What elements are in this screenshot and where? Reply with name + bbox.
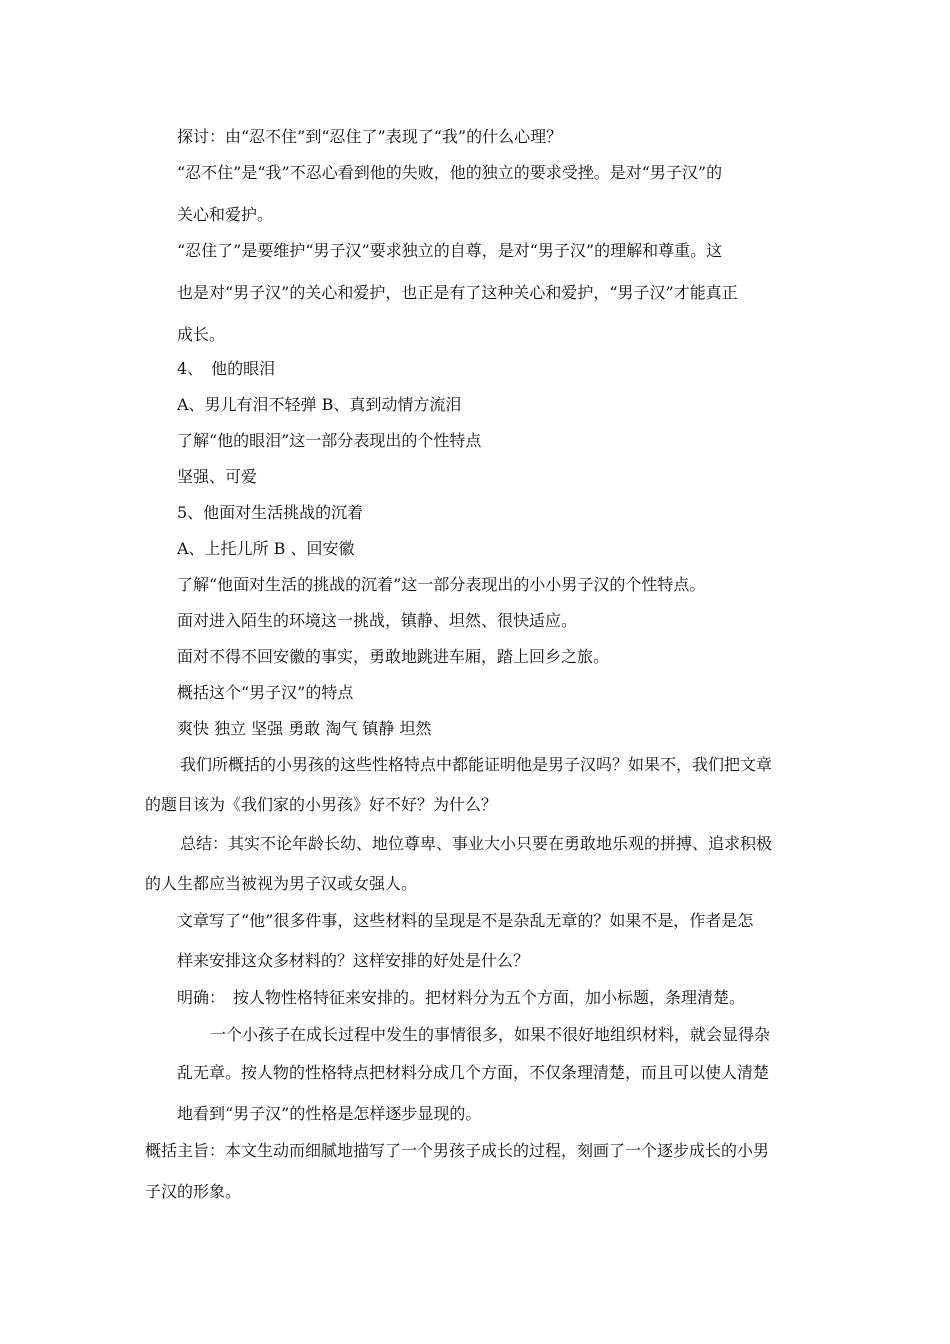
text-line: 的人生都应当被视为男子汉或女强人。 [145, 874, 418, 893]
text-line: 我们所概括的小男孩的这些性格特点中都能证明他是男子汉吗？如果不，我们把文章 [180, 755, 773, 774]
text-line: 样来安排这众多材料的？这样安排的好处是什么？ [177, 951, 530, 970]
text-line: 面对进入陌生的环境这一挑战，镇静、坦然、很快适应。 [177, 611, 578, 630]
text-line: A、男儿有泪不轻弹 B、真到动情方流泪 [177, 395, 462, 414]
text-line: 概括主旨：本文生动而细腻地描写了一个男孩子成长的过程，刻画了一个逐步成长的小男 [145, 1141, 770, 1160]
text-line: 也是对“男子汉”的关心和爱护，也正是有了这种关心和爱护，“男子汉”才能真正 [177, 283, 738, 302]
text-line: 总结：其实不论年龄长幼、地位尊卑、事业大小只要在勇敢地乐观的拼搏、追求积极 [180, 834, 773, 853]
text-line: 乱无章。按人物的性格特点把材料分成几个方面，不仅条理清楚，而且可以使人清楚 [177, 1063, 770, 1082]
text-line: 明确： 按人物性格特征来安排的。把材料分为五个方面，加小标题，条理清楚。 [177, 988, 746, 1007]
text-line: 概括这个“男子汉”的特点 [177, 683, 354, 702]
text-line: 了解“他的眼泪”这一部分表现出的个性特点 [177, 431, 482, 450]
text-line: 爽快 独立 坚强 勇敢 淘气 镇静 坦然 [177, 719, 432, 738]
text-line: 关心和爱护。 [177, 205, 274, 224]
text-line: A、上托儿所 B 、回安徽 [177, 539, 355, 558]
text-line: 4、 他的眼泪 [177, 359, 276, 378]
text-line: 一个小孩子在成长过程中发生的事情很多，如果不很好地组织材料，就会显得杂 [210, 1025, 771, 1044]
text-line: 的题目该为《我们家的小男孩》好不好？为什么？ [145, 795, 498, 814]
text-line: 地看到“男子汉”的性格是怎样逐步显现的。 [177, 1104, 482, 1123]
text-line: “忍不住”是“我”不忍心看到他的失败，他的独立的要求受挫。是对“男子汉”的 [177, 163, 723, 182]
text-line: 探讨：由“忍不住”到“忍住了”表现了“我”的什么心理？ [177, 127, 563, 146]
text-line: 5、他面对生活挑战的沉着 [177, 503, 364, 522]
text-line: “忍住了”是要维护“男子汉”要求独立的自尊，是对“男子汉”的理解和尊重。这 [177, 241, 723, 260]
text-line: 子汉的形象。 [145, 1182, 242, 1201]
text-line: 成长。 [177, 325, 226, 344]
text-line: 文章写了“他”很多件事，这些材料的呈现是不是杂乱无章的？如果不是，作者是怎 [177, 911, 754, 930]
text-line: 坚强、可爱 [177, 467, 258, 486]
text-line: 面对不得不回安徽的事实，勇敢地跳进车厢，踏上回乡之旅。 [177, 647, 610, 666]
text-line: 了解“他面对生活的挑战的沉着”这一部分表现出的小小男子汉的个性特点。 [177, 575, 706, 594]
